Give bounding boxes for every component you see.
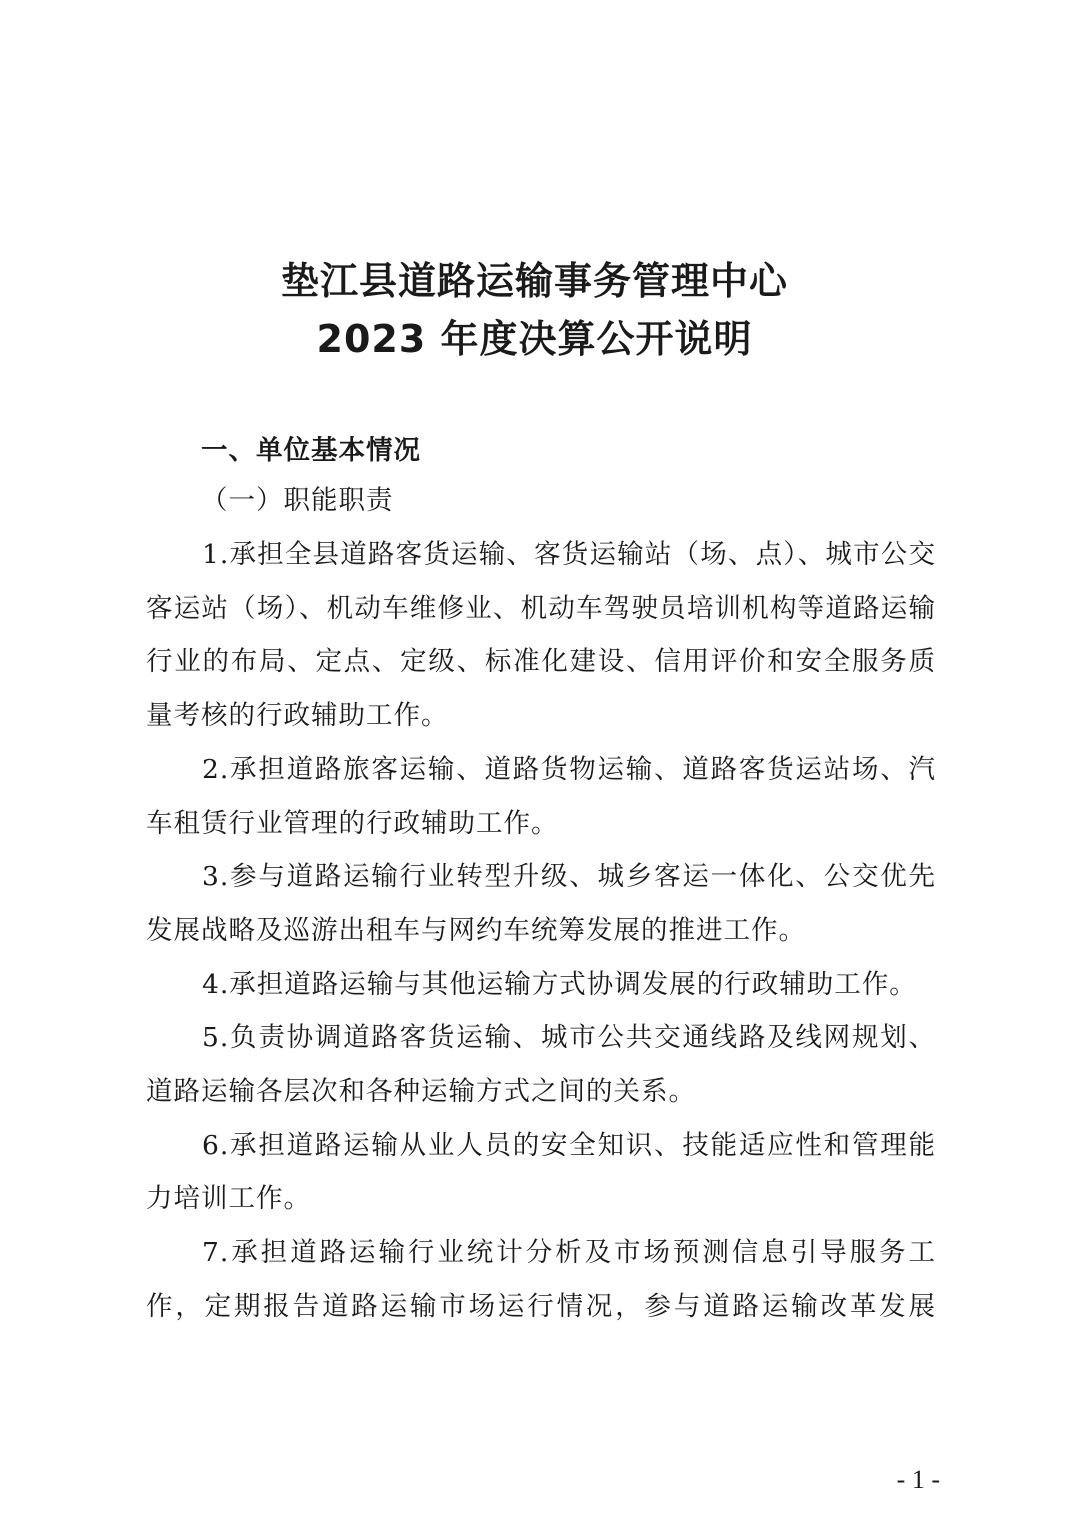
section-heading: 一、单位基本情况 [201,435,421,466]
paragraph-3: 3.参与道路运输行业转型升级、城乡客运一体化、公交优先发展战略及巡游出租车与网约车统筹发展的推进工作。 [146,861,936,946]
paragraph-4: 4.承担道路运输与其他运输方式协调发展的行政辅助工作。 [202,968,917,1000]
subsection-heading: （一）职能职责 [201,485,394,516]
paragraph-1: 1.承担全县道路客货运输、客货运输站（场、点）、城市公交客运站（场）、机动车维修业、机动车驾驶员培训机构等道路运输行业的布局、定点、定级、标准化建设、信用评价和安全服务质量考核的行政辅助工作。 [146,539,936,732]
paragraph-5: 5.负责协调道路客货运输、城市公共交通线路及线网规划、道路运输各层次和各种运输方式之间的关系。 [146,1022,936,1108]
paragraph-2: 2.承担道路旅客运输、道路货物运输、道路客货运站场、汽车租赁行业管理的行政辅助工作。 [146,753,936,839]
document-title: 垫江县道路运输事务管理中心 [280,259,788,303]
document-body [146,428,936,1334]
paragraph-6: 6.承担道路运输从业人员的安全知识、技能适应性和管理能力培训工作。 [146,1129,936,1215]
page-number: - 1 - [896,1465,940,1494]
paragraph-7: 7.承担道路运输行业统计分析及市场预测信息引导服务工作，定期报告道路运输市场运行情况，参与道路运输改革发展 [146,1237,936,1322]
document-subtitle: 2023 年度决算公开说明 [316,317,753,361]
duties-list [146,528,936,1334]
